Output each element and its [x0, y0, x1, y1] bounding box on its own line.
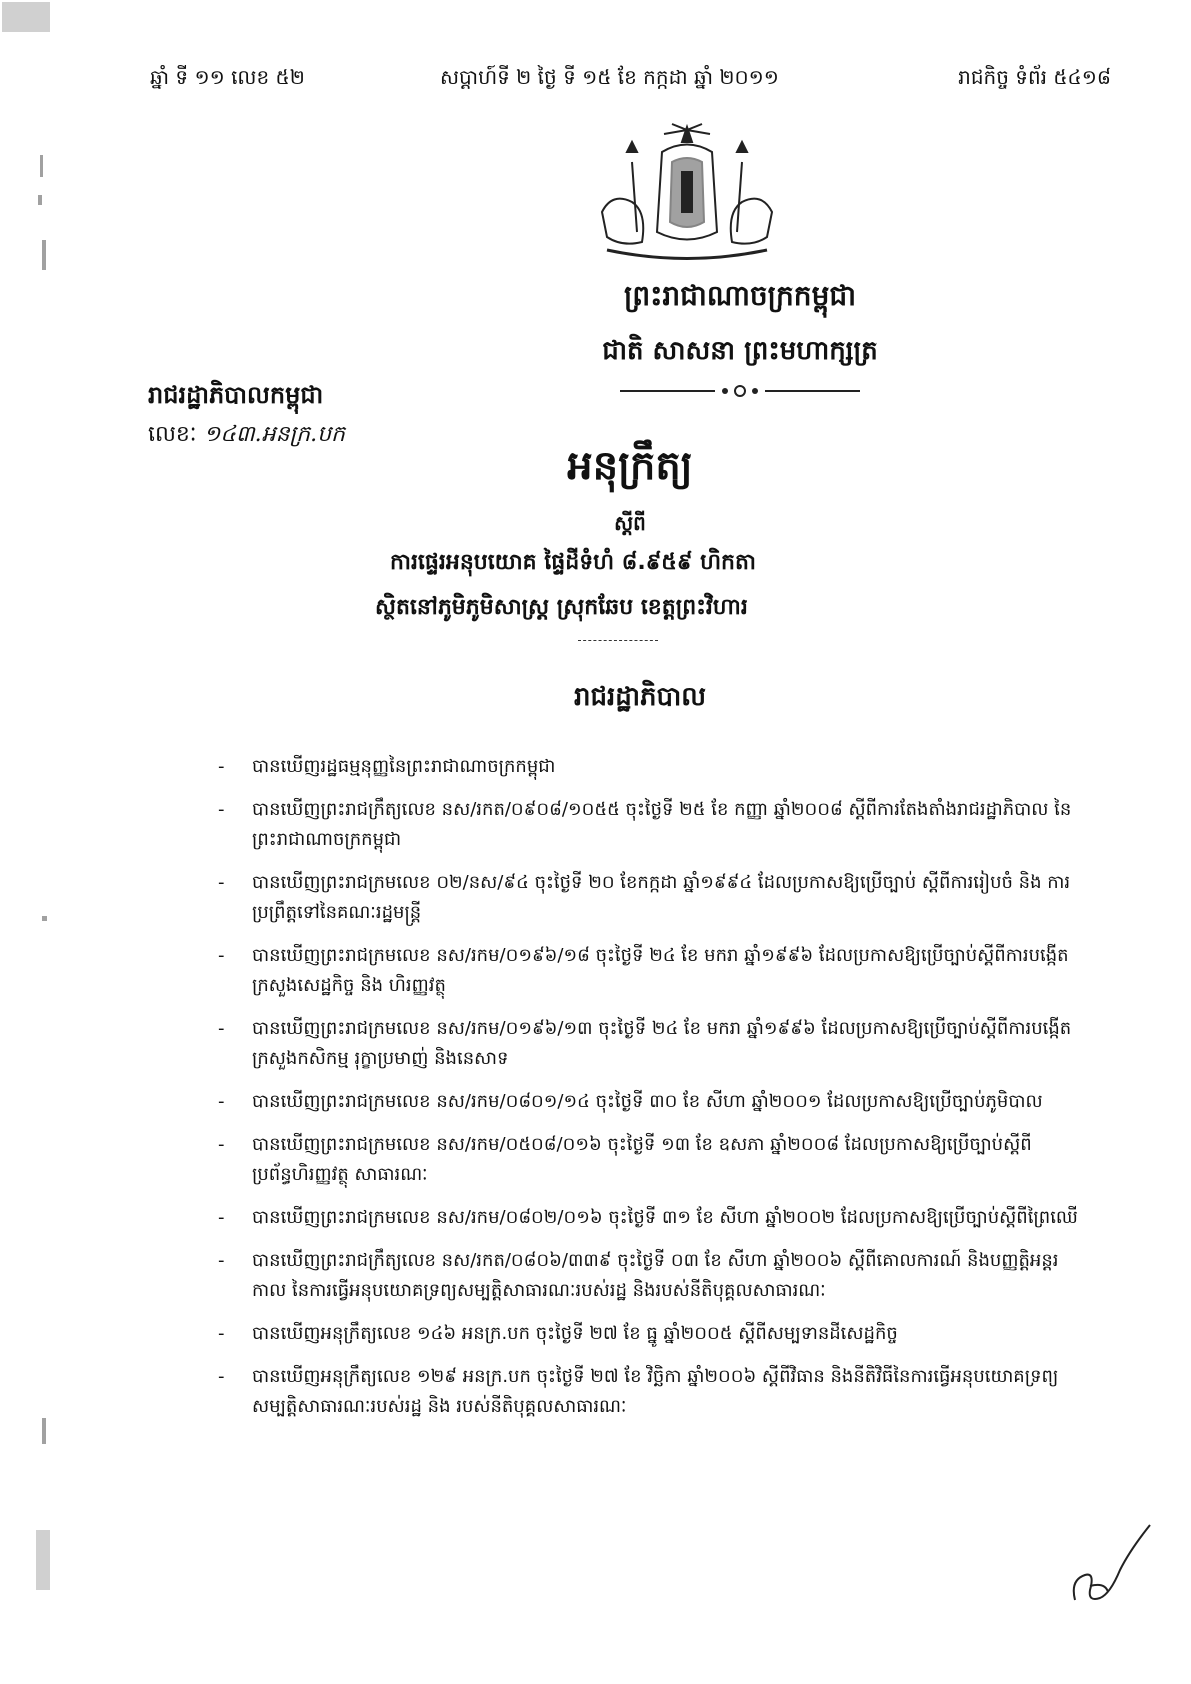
legal-basis-list — [200, 752, 1080, 1435]
short-divider — [578, 640, 658, 641]
list-item: - បានឃើញព្រះរាជក្រមលេខ នស/រកម/០៨០១/១៤ ចុះថ្ងៃទី ៣០ ខែ សីហា ឆ្នាំ២០០១ ដែលប្រកាសឱ្យប្រើច្បាប់ភូមិបាល — [218, 1091, 1043, 1112]
reference-number — [148, 420, 345, 452]
list-item: - បានឃើញអនុក្រឹត្យលេខ ១៤៦ អនក្រ.បក ចុះថ្ងៃទី ២៧ ខែ ធ្នូ ឆ្នាំ២០០៥ ស្តីពីសម្បទានដីសេដ្ឋកិច្ច — [218, 1323, 898, 1344]
issuing-authority: រាជរដ្ឋាភិបាលកម្ពុជា — [148, 381, 324, 409]
list-item: - បានឃើញព្រះរាជក្រមលេខ នស/រកម/០៥០៨/០១៦ ចុះថ្ងៃទី ១៣ ខែ ឧសភា ឆ្នាំ២០០៨ ដែលប្រកាសឱ្យប្រើច្បាប់ស្តីពីប្រព័ន្ធហិរញ្ញវត្ថុ សាធារណៈ — [218, 1134, 1032, 1185]
subject-line-2: ស្ថិតនៅភូមិភូមិសាស្ត្រ ស្រុកឆែប ខេត្តព្រះវិហារ — [375, 595, 748, 620]
gazette-date: សប្តាហ៍ទី ២ ថ្ងៃ ទី ១៥ ខែ កក្កដា ឆ្នាំ ២០១១ — [440, 65, 779, 89]
list-item-text: បានឃើញព្រះរាជក្រមលេខ នស/រកម/០១៩៦/១៨ ចុះថ្ងៃទី ២៤ ខែ មករា ឆ្នាំ១៩៩៦ ដែលប្រកាសឱ្យប្រើច្បាប់ស្តីពីការបង្កើតក្រសួងសេដ្ឋកិច្ច និង ហិរញ្ញវត្ថុ — [252, 945, 1069, 996]
list-item: - បានឃើញព្រះរាជក្រមលេខ នស/រកម/០៨០២/០១៦ ចុះថ្ងៃទី ៣១ ខែ សីហា ឆ្នាំ២០០២ ដែលប្រកាសឱ្យប្រើច្បាប់ស្តីពីព្រៃឈើ — [218, 1207, 1078, 1228]
about-label: ស្តីពី — [614, 511, 646, 535]
list-item-text: បានឃើញព្រះរាជក្រមលេខ នស/រកម/០៥០៨/០១៦ ចុះថ្ងៃទី ១៣ ខែ ឧសភា ឆ្នាំ២០០៨ ដែលប្រកាសឱ្យប្រើច្បាប់ស្តីពីប្រព័ន្ធហិរញ្ញវត្ថុ សាធារណៈ — [252, 1134, 1032, 1185]
list-item-text: បានឃើញព្រះរាជក្រឹត្យលេខ នស/រកត/០៨០៦/៣៣៩ ចុះថ្ងៃទី ០៣ ខែ សីហា ឆ្នាំ២០០៦ ស្តីពីគោលការណ៍ និងបញ្ញត្តិអន្តរកាល នៃការធ្វើអនុបយោគទ្រព្យសម្បត្តិសាធារណៈរបស់រដ្ឋ និងរបស់នីតិបុគ្គលសាធារណៈ — [252, 1250, 1059, 1301]
scan-speck — [38, 195, 42, 205]
list-item-text: បានឃើញព្រះរាជក្រមលេខ នស/រកម/០១៩៦/១៣ ចុះថ្ងៃទី ២៤ ខែ មករា ឆ្នាំ១៩៩៦ ដែលប្រកាសឱ្យប្រើច្បាប់ស្តីពីការបង្កើតក្រសួងកសិកម្ម រុក្ខាប្រមាញ់ និងនេសាទ — [252, 1018, 1072, 1069]
royal-arms-emblem — [592, 122, 782, 272]
list-item: - បានឃើញព្រះរាជក្រឹត្យលេខ នស/រកត/០៩០៨/១០៥៥ ចុះថ្ងៃទី ២៥ ខែ កញ្ញា ឆ្នាំ២០០៨ ស្តីពីការតែងតាំងរាជរដ្ឋាភិបាល នៃព្រះរាជាណាចក្រកម្ពុជា — [218, 799, 1072, 850]
gazette-header — [150, 64, 1111, 104]
list-item-text: បានឃើញព្រះរាជក្រមលេខ នស/រកម/០៨០២/០១៦ ចុះថ្ងៃទី ៣១ ខែ សីហា ឆ្នាំ២០០២ ដែលប្រកាសឱ្យប្រើច្បាប់ស្តីពីព្រៃឈើ — [252, 1207, 1078, 1228]
list-item-text: បានឃើញព្រះរាជក្រមលេខ នស/រកម/០៨០១/១៤ ចុះថ្ងៃទី ៣០ ខែ សីហា ឆ្នាំ២០០១ ដែលប្រកាសឱ្យប្រើច្បាប់ភូមិបាល — [252, 1091, 1043, 1112]
scan-speck — [40, 155, 43, 177]
document-type: អនុក្រឹត្យ — [567, 443, 693, 489]
scan-speck — [42, 1418, 46, 1444]
scan-speck — [2, 2, 50, 32]
list-item: - បានឃើញអនុក្រឹត្យលេខ ១២៩ អនក្រ.បក ចុះថ្ងៃទី ២៧ ខែ វិច្ឆិកា ឆ្នាំ២០០៦ ស្តីពីវិធាន និងនីតិវិធីនៃការធ្វើអនុបយោគទ្រព្យសម្បត្តិសាធារណៈរបស់រដ្ឋ និង របស់នីតិបុគ្គលសាធារណៈ — [218, 1366, 1059, 1417]
list-item-text: បានឃើញព្រះរាជក្រឹត្យលេខ នស/រកត/០៩០៨/១០៥៥ ចុះថ្ងៃទី ២៥ ខែ កញ្ញា ឆ្នាំ២០០៨ ស្តីពីការតែងតាំងរាជរដ្ឋាភិបាល នៃព្រះរាជាណាចក្រកម្ពុជា — [252, 799, 1072, 850]
list-item-text: បានឃើញព្រះរាជក្រមលេខ ០២/នស/៩៤ ចុះថ្ងៃទី ២០ ខែកក្កដា ឆ្នាំ១៩៩៤ ដែលប្រកាសឱ្យប្រើច្បាប់ ស្តីពីការរៀបចំ និង ការប្រព្រឹត្តទៅនៃគណៈរដ្ឋមន្ត្រី — [252, 872, 1071, 923]
kingdom-name: ព្រះរាជាណាចក្រកម្ពុជា — [623, 279, 856, 312]
reference-value: ១៤៣.អនក្រ.បក — [203, 422, 345, 447]
gazette-issue: ឆ្នាំ ទី ១១ លេខ ៥២ — [150, 65, 305, 89]
list-item: - បានឃើញព្រះរាជក្រមលេខ ០២/នស/៩៤ ចុះថ្ងៃទី ២០ ខែកក្កដា ឆ្នាំ១៩៩៤ ដែលប្រកាសឱ្យប្រើច្បាប់ ស្តីពីការរៀបចំ និង ការប្រព្រឹត្តទៅនៃគណៈរដ្ឋមន្ត្រី — [218, 872, 1071, 923]
list-item-text: បានឃើញអនុក្រឹត្យលេខ ១២៩ អនក្រ.បក ចុះថ្ងៃទី ២៧ ខែ វិច្ឆិកា ឆ្នាំ២០០៦ ស្តីពីវិធាន និងនីតិវិធីនៃការធ្វើអនុបយោគទ្រព្យសម្បត្តិសាធារណៈរបស់រដ្ឋ និង របស់នីតិបុគ្គលសាធារណៈ — [252, 1366, 1059, 1417]
list-item-text: បានឃើញអនុក្រឹត្យលេខ ១៤៦ អនក្រ.បក ចុះថ្ងៃទី ២៧ ខែ ធ្នូ ឆ្នាំ២០០៥ ស្តីពីសម្បទានដីសេដ្ឋកិច្ច — [252, 1323, 898, 1344]
scan-speck — [36, 1530, 50, 1590]
list-item: - បានឃើញព្រះរាជក្រឹត្យលេខ នស/រកត/០៨០៦/៣៣៩ ចុះថ្ងៃទី ០៣ ខែ សីហា ឆ្នាំ២០០៦ ស្តីពីគោលការណ៍ និងបញ្ញត្តិអន្តរកាល នៃការធ្វើអនុបយោគទ្រព្យសម្បត្តិសាធារណៈរបស់រដ្ឋ និងរបស់នីតិបុគ្គលសាធារណៈ — [218, 1250, 1059, 1301]
list-item-text: បានឃើញរដ្ឋធម្មនុញ្ញនៃព្រះរាជាណាចក្រកម្ពុជា — [252, 756, 556, 777]
national-motto: ជាតិ សាសនា ព្រះមហាក្សត្រ — [602, 336, 878, 366]
scan-speck — [42, 916, 47, 921]
list-item: - បានឃើញព្រះរាជក្រមលេខ នស/រកម/០១៩៦/១៣ ចុះថ្ងៃទី ២៤ ខែ មករា ឆ្នាំ១៩៩៦ ដែលប្រកាសឱ្យប្រើច្បាប់ស្តីពីការបង្កើតក្រសួងកសិកម្ម រុក្ខាប្រមាញ់ និងនេសាទ — [218, 1018, 1072, 1069]
scan-speck — [42, 240, 46, 270]
initials-signature — [1060, 1520, 1160, 1610]
list-item: - បានឃើញព្រះរាជក្រមលេខ នស/រកម/០១៩៦/១៨ ចុះថ្ងៃទី ២៤ ខែ មករា ឆ្នាំ១៩៩៦ ដែលប្រកាសឱ្យប្រើច្បាប់ស្តីពីការបង្កើតក្រសួងសេដ្ឋកិច្ច និង ហិរញ្ញវត្ថុ — [218, 945, 1069, 996]
gazette-page: រាជកិច្ច ទំព័រ ៥៤១៨ — [958, 65, 1111, 89]
ornament-divider — [620, 384, 860, 398]
council-heading: រាជរដ្ឋាភិបាល — [573, 682, 707, 712]
list-item: - បានឃើញរដ្ឋធម្មនុញ្ញនៃព្រះរាជាណាចក្រកម្ពុជា — [218, 756, 556, 777]
reference-label: លេខៈ — [148, 422, 197, 447]
subject-line-1: ការផ្ទេរអនុបយោគ ផ្ទៃដីទំហំ ៨.៩៥៩ ហិកតា — [390, 550, 756, 575]
